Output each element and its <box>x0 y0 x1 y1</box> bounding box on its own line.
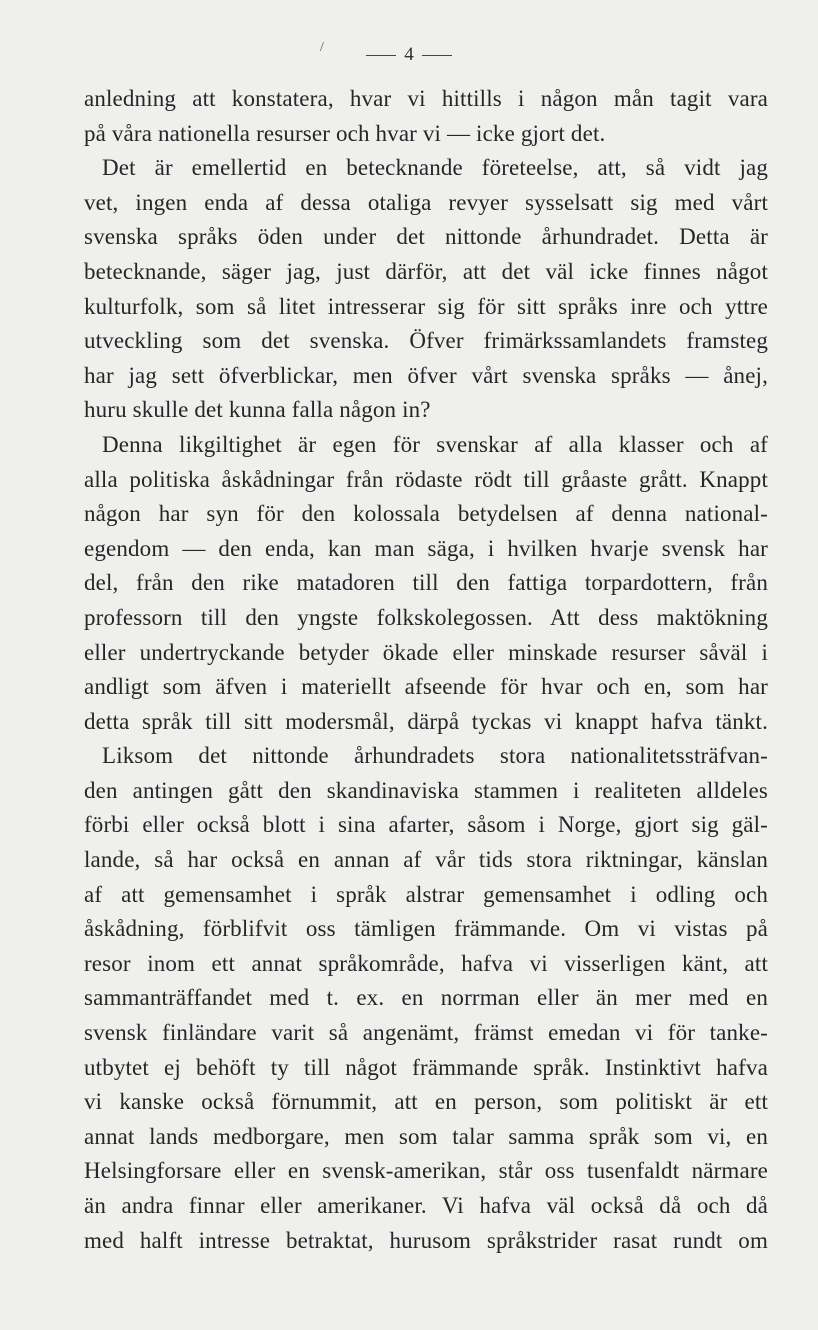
text-line: resor inom ett annat språkområde, hafva vi visserligen känt, att <box>84 950 768 976</box>
text-line: någon har syn för den kolossala betydelsen af denna national- <box>84 501 768 527</box>
text-line: åskådning, förblifvit oss tämligen främmande. Om vi vistas på <box>84 916 768 942</box>
text-line: del, från den rike matadoren till den fattiga torpardottern, från <box>84 570 768 596</box>
text-line: Helsingforsare eller en svensk-amerikan, står oss tusenfaldt närmare <box>84 1158 768 1184</box>
text-line: har jag sett öfverblickar, men öfver vårt svenska språks — ånej, <box>84 362 768 388</box>
text-line: svenska språks öden under det nittonde århundradet. Detta är <box>84 224 768 250</box>
text-line: alla politiska åskådningar från rödaste rödt till gråaste grått. Knappt <box>84 466 768 492</box>
text-line: huru skulle det kunna falla någon in? <box>84 397 431 423</box>
text-line: professorn till den yngste folkskolegossen. Att dess maktökning <box>84 604 768 630</box>
text-line: af att gemensamhet i språk alstrar gemensamhet i odling och <box>84 881 768 907</box>
text-line: svensk finländare varit så angenämt, främst emedan vi för tanke- <box>84 1020 768 1046</box>
text-line: detta språk till sitt modersmål, därpå tyckas vi knappt hafva tänkt. <box>84 708 768 734</box>
header-dash-right <box>422 55 452 56</box>
text-line: lande, så har också en annan af vår tids stora riktningar, känslan <box>84 847 768 873</box>
body-text <box>84 82 768 1258</box>
text-line: än andra finnar eller amerikaner. Vi hafva väl också då och då <box>84 1193 768 1218</box>
text-line: vet, ingen enda af dessa otaliga revyer sysselsatt sig med vårt <box>84 189 768 215</box>
text-line: anledning att konstatera, hvar vi hittills i någon mån tagit vara <box>84 86 768 111</box>
text-line: utbytet ej behöft ty till något främmande språk. Instinktivt hafva <box>84 1054 768 1080</box>
text-line: förbi eller också blott i sina afarter, såsom i Norge, gjort sig gäl- <box>84 812 768 838</box>
stray-mark: / <box>320 40 324 55</box>
text-line: sammanträffandet med t. ex. en norrman eller än mer med en <box>84 985 768 1011</box>
text-line: egendom — den enda, kan man säga, i hvilken hvarje svensk har <box>84 535 768 561</box>
text-line: andligt som äfven i materiellt afseende för hvar och en, som har <box>84 674 768 700</box>
text-line: Denna likgiltighet är egen för svenskar af alla klasser och af <box>102 431 768 457</box>
text-line: vi kanske också förnummit, att en person, som politiskt är ett <box>84 1089 768 1115</box>
text-line: betecknande, säger jag, just därför, att det väl icke finnes något <box>84 258 768 284</box>
text-line: eller undertryckande betyder ökade eller minskade resurser såväl i <box>84 639 768 665</box>
text-line: utveckling som det svenska. Öfver frimärkssamlandets framsteg <box>84 328 768 354</box>
page-number: 4 <box>404 44 414 65</box>
text-line: annat lands medborgare, men som talar samma språk som vi, en <box>84 1123 768 1149</box>
text-line: med halft intresse betraktat, hurusom språkstrider rasat rundt om <box>84 1227 768 1253</box>
page-number-header <box>0 44 818 66</box>
text-line: den antingen gått den skandinaviska stammen i realiteten alldeles <box>84 777 768 803</box>
text-line: kulturfolk, som så litet intresserar sig för sitt språks inre och yttre <box>84 293 768 319</box>
text-line: Liksom det nittonde århundradets stora nationalitetssträfvan- <box>102 743 768 769</box>
header-dash-left <box>366 55 396 56</box>
text-line: på våra nationella resurser och hvar vi — icke gjort det. <box>84 120 606 146</box>
text-line: Det är emellertid en betecknande företeelse, att, så vidt jag <box>102 155 768 181</box>
